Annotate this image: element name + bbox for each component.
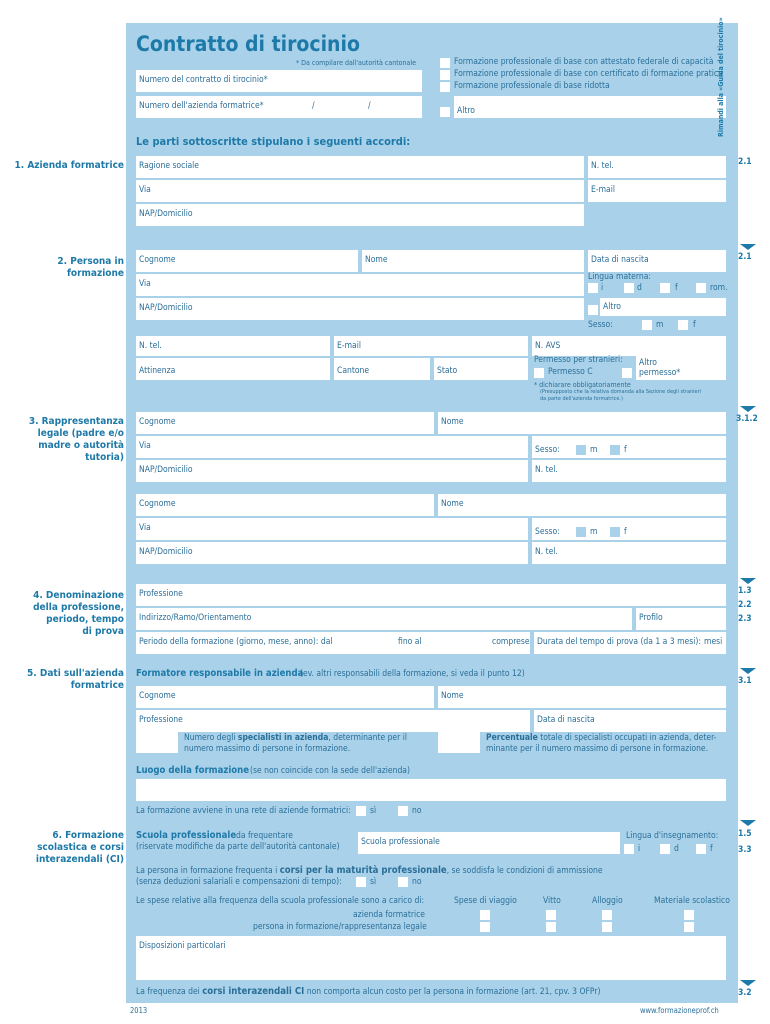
ref-arrow-icon — [740, 578, 756, 584]
checkbox-rl1-f[interactable] — [610, 445, 620, 455]
formatore-nome-field[interactable]: Nome — [438, 686, 726, 708]
luogo-note: (se non coincide con la sede dell'azienda) — [250, 766, 410, 776]
training-type-3: Formazione professionale di base ridotta — [454, 81, 610, 91]
checkbox-rl1-m[interactable] — [576, 445, 586, 455]
rl1-tel-field[interactable]: N. tel. — [532, 460, 726, 482]
checkbox-rl2-f[interactable] — [610, 527, 620, 537]
checkbox-alloggio-persona[interactable] — [602, 922, 612, 932]
maturita-si-label: sì — [370, 877, 377, 887]
durata-prova-field[interactable]: Durata del tempo di prova (da 1 a 3 mesi): mesi — [534, 632, 726, 654]
ref-arrow-icon — [740, 980, 756, 986]
maturita-no-label: no — [412, 877, 422, 887]
ref-1-5: 1.5 — [738, 829, 752, 839]
permesso-label: Permesso per stranieri: — [534, 355, 623, 365]
training-type-2: Formazione professionale di base con certificato di formazione pratica — [454, 69, 723, 79]
checkbox-sex-m[interactable] — [642, 320, 652, 330]
ref-2-1b: 2.1 — [738, 252, 752, 262]
checkbox-rete-si[interactable] — [356, 806, 366, 816]
lingua-insegnamento-label: Lingua d'insegnamento: — [626, 831, 719, 841]
lingua-materna-label: Lingua materna: — [588, 272, 651, 282]
rete-no-label: no — [412, 806, 422, 816]
checkbox-certificato[interactable] — [440, 70, 450, 80]
persona-via-field[interactable]: Via — [136, 274, 584, 296]
dichiarare-note: * dichiarare obbligatoriamente — [534, 381, 631, 389]
checkbox-permesso-c[interactable] — [534, 368, 544, 378]
checkbox-altro-permesso[interactable] — [622, 368, 632, 378]
lang-altro-field[interactable]: Altro — [600, 298, 726, 316]
checkbox-lang-altro[interactable] — [588, 305, 598, 315]
rl2-f-label: f — [624, 527, 627, 537]
rl2-tel-field[interactable]: N. tel. — [532, 542, 726, 564]
rl2-nome-field[interactable]: Nome — [438, 494, 726, 516]
rl2-via-field[interactable]: Via — [136, 518, 528, 540]
ref-2-2: 2.2 — [738, 600, 752, 610]
rl1-cognome-field[interactable]: Cognome — [136, 412, 434, 434]
ref-arrow-icon — [740, 820, 756, 826]
permesso-c-label: Permesso C — [548, 367, 593, 377]
checkbox-lang-d[interactable] — [624, 283, 634, 293]
checkbox-ridotta[interactable] — [440, 82, 450, 92]
row-azienda: azienda formatrice — [353, 910, 426, 920]
scuola-note-b: (riservate modifiche da parte dell'autorità cantonale) — [136, 842, 340, 852]
section-1-title: 1. Azienda formatrice — [14, 160, 124, 171]
cantone-field[interactable]: Cantone — [334, 358, 430, 380]
ref-3-1: 3.1 — [738, 676, 752, 686]
checkbox-ins-d[interactable] — [660, 844, 670, 854]
checkbox-vitto-azienda[interactable] — [546, 910, 556, 920]
rete-si-label: sì — [370, 806, 377, 816]
section-3-title: 3. Rappresentanza legale (padre e/o madre o autorità tutoria) — [28, 416, 124, 463]
checkbox-attestato[interactable] — [440, 58, 450, 68]
checkbox-vitto-persona[interactable] — [546, 922, 556, 932]
section-6-title: 6. Formazione scolastica e corsi interazendali (CI) — [35, 830, 124, 865]
section-4-title: 4. Denominazione della professione, periodo, tempo di prova — [33, 590, 124, 637]
luogo-field[interactable] — [136, 779, 726, 801]
footer-year: 2013 — [130, 1006, 148, 1015]
disposizioni-field[interactable]: Disposizioni particolari — [136, 936, 726, 980]
professione-field[interactable]: Professione — [136, 584, 726, 606]
checkbox-rete-no[interactable] — [398, 806, 408, 816]
persona-nascita-field[interactable]: Data di nascita — [588, 250, 726, 272]
checkbox-maturita-no[interactable] — [398, 877, 408, 887]
formatore-nascita-field[interactable]: Data di nascita — [534, 710, 726, 732]
checkbox-lang-rom[interactable] — [696, 283, 706, 293]
parties-heading: Le parti sottoscritte stipulano i seguenti accordi: — [136, 135, 411, 148]
lang-f-label: f — [675, 283, 678, 293]
scuola-note-a: da frequentare — [236, 831, 293, 841]
page-title: Contratto di tirocinio — [136, 32, 360, 56]
rl2-nap-field[interactable]: NAP/Domicilio — [136, 542, 528, 564]
row-persona: persona in formazione/rappresentanza legale — [253, 922, 427, 932]
percentuale-field[interactable] — [438, 731, 480, 753]
checkbox-viaggio-azienda[interactable] — [480, 910, 490, 920]
ragione-sociale-field[interactable]: Ragione sociale — [136, 156, 584, 178]
presupposto-note: (Presupposto che la relativa domanda alla Sezione degli stranieri da parte dell'azienda formatrice.) — [540, 389, 702, 402]
checkbox-materiale-azienda[interactable] — [684, 910, 694, 920]
section-5-title: 5. Dati sull'azienda formatrice — [27, 668, 124, 691]
rl2-sesso-field[interactable]: Sesso: — [532, 518, 726, 540]
formatore-note: (ev. altri responsabili della formazione, si veda il punto 12) — [300, 669, 525, 679]
ins-d-label: d — [674, 844, 679, 854]
maturita-note: (senza deduzioni salariali e compensazioni di tempo): — [136, 877, 342, 887]
rl2-m-label: m — [590, 527, 598, 537]
scuola-field[interactable]: Scuola professionale — [358, 832, 620, 854]
persona-avs-field[interactable]: N. AVS — [532, 336, 726, 356]
checkbox-sex-f[interactable] — [678, 320, 688, 330]
checkbox-maturita-si[interactable] — [356, 877, 366, 887]
rl2-cognome-field[interactable]: Cognome — [136, 494, 434, 516]
persona-tel-field[interactable]: N. tel. — [136, 336, 330, 356]
rl1-m-label: m — [590, 445, 598, 455]
training-type-1: Formazione professionale di base con attestato federale di capacità — [454, 57, 714, 67]
checkbox-alloggio-azienda[interactable] — [602, 910, 612, 920]
sesso-label: Sesso: — [588, 320, 613, 330]
periodo-field[interactable]: Periodo della formazione (giorno, mese, anno): dal fino al comprese — [136, 632, 530, 654]
indirizzo-field[interactable]: Indirizzo/Ramo/Orientamento — [136, 608, 632, 630]
sex-m-label: m — [656, 320, 664, 330]
checkbox-rl2-m[interactable] — [576, 527, 586, 537]
profilo-field[interactable]: Profilo — [636, 608, 726, 630]
ref-arrow-icon — [740, 244, 756, 250]
stato-field[interactable]: Stato — [434, 358, 528, 380]
col-materiale: Materiale scolastico — [654, 896, 730, 906]
other-type-field[interactable]: Altro — [454, 96, 726, 118]
specialisti-field[interactable] — [136, 731, 178, 753]
persona-nome-field[interactable]: Nome — [362, 250, 584, 272]
checkbox-lang-f[interactable] — [660, 283, 670, 293]
ref-arrow-icon — [740, 668, 756, 674]
ref-3-2: 3.2 — [738, 988, 752, 998]
checkbox-viaggio-persona[interactable] — [480, 922, 490, 932]
formatore-heading: Formatore responsabile in azienda — [136, 668, 304, 679]
checkbox-lang-i[interactable] — [588, 283, 598, 293]
rl1-nap-field[interactable]: NAP/Domicilio — [136, 460, 528, 482]
authority-note: * Da compilare dall'autorità cantonale — [296, 59, 417, 67]
ref-3-1-2: 3.1.2 — [736, 414, 758, 424]
rete-label: La formazione avviene in una rete di aziende formatrici: — [136, 806, 351, 816]
col-vitto: Vitto — [543, 896, 561, 906]
attinenza-field[interactable]: Attinenza — [136, 358, 330, 380]
frequenza-ci: La frequenza dei corsi interazendali CI non comporta alcun costo per la persona in formazione (art. 21, cpv. 3 OFPr) — [136, 986, 601, 997]
ref-1-3: 1.3 — [738, 586, 752, 596]
azienda-tel-field[interactable]: N. tel. — [588, 156, 726, 178]
persona-nap-field[interactable]: NAP/Domicilio — [136, 298, 584, 320]
lang-d-label: d — [637, 283, 642, 293]
ref-3-3: 3.3 — [738, 845, 752, 855]
ins-f-label: f — [710, 844, 713, 854]
checkbox-ins-f[interactable] — [696, 844, 706, 854]
formatore-cognome-field[interactable]: Cognome — [136, 686, 434, 708]
company-number-field[interactable]: Numero dell'azienda formatrice* / / — [136, 96, 422, 118]
azienda-email-field[interactable]: E-mail — [588, 180, 726, 202]
ref-2-3: 2.3 — [738, 614, 752, 624]
specialisti-label: Numero degli specialisti in azienda, determinante per il numero massimo di persone in formazione. — [184, 733, 407, 754]
checkbox-altro[interactable] — [440, 107, 450, 117]
ins-i-label: i — [638, 844, 641, 854]
rl1-via-field[interactable]: Via — [136, 436, 528, 458]
contract-number-field[interactable]: Numero del contratto di tirocinio* — [136, 70, 422, 92]
rl1-f-label: f — [624, 445, 627, 455]
formatore-professione-field[interactable]: Professione — [136, 710, 530, 732]
lang-i-label: i — [601, 283, 604, 293]
col-alloggio: Alloggio — [592, 896, 623, 906]
footer-url[interactable]: www.formazioneprof.ch — [640, 1006, 719, 1015]
ref-2-1a: 2.1 — [738, 157, 752, 167]
luogo-heading: Luogo della formazione — [136, 765, 250, 776]
spese-label: Le spese relative alla frequenza della scuola professionale sono a carico di: — [136, 896, 425, 906]
lang-rom-label: rom. — [710, 283, 728, 293]
azienda-via-field[interactable]: Via — [136, 180, 584, 202]
checkbox-materiale-persona[interactable] — [684, 922, 694, 932]
rl1-sesso-field[interactable]: Sesso: — [532, 436, 726, 458]
ref-arrow-icon — [740, 406, 756, 412]
checkbox-ins-i[interactable] — [624, 844, 634, 854]
scuola-heading: Scuola professionale — [136, 830, 237, 841]
altro-permesso-field[interactable]: Altro permesso* — [636, 356, 726, 380]
maturita-label: La persona in formazione frequenta i corsi per la maturità professionale, se soddisfa le condizioni di ammissione — [136, 865, 603, 876]
col-spese-viaggio: Spese di viaggio — [454, 896, 517, 906]
persona-cognome-field[interactable]: Cognome — [136, 250, 358, 272]
persona-email-field[interactable]: E-mail — [334, 336, 528, 356]
section-2-title: 2. Persona in formazione — [57, 256, 124, 279]
sex-f-label: f — [693, 320, 696, 330]
percentuale-label: Percentuale totale di specialisti occupati in azienda, deter- minante per il numero massimo di persone in formazione. — [486, 733, 717, 754]
side-note — [717, 107, 770, 137]
rl1-nome-field[interactable]: Nome — [438, 412, 726, 434]
azienda-nap-field[interactable]: NAP/Domicilio — [136, 204, 584, 226]
